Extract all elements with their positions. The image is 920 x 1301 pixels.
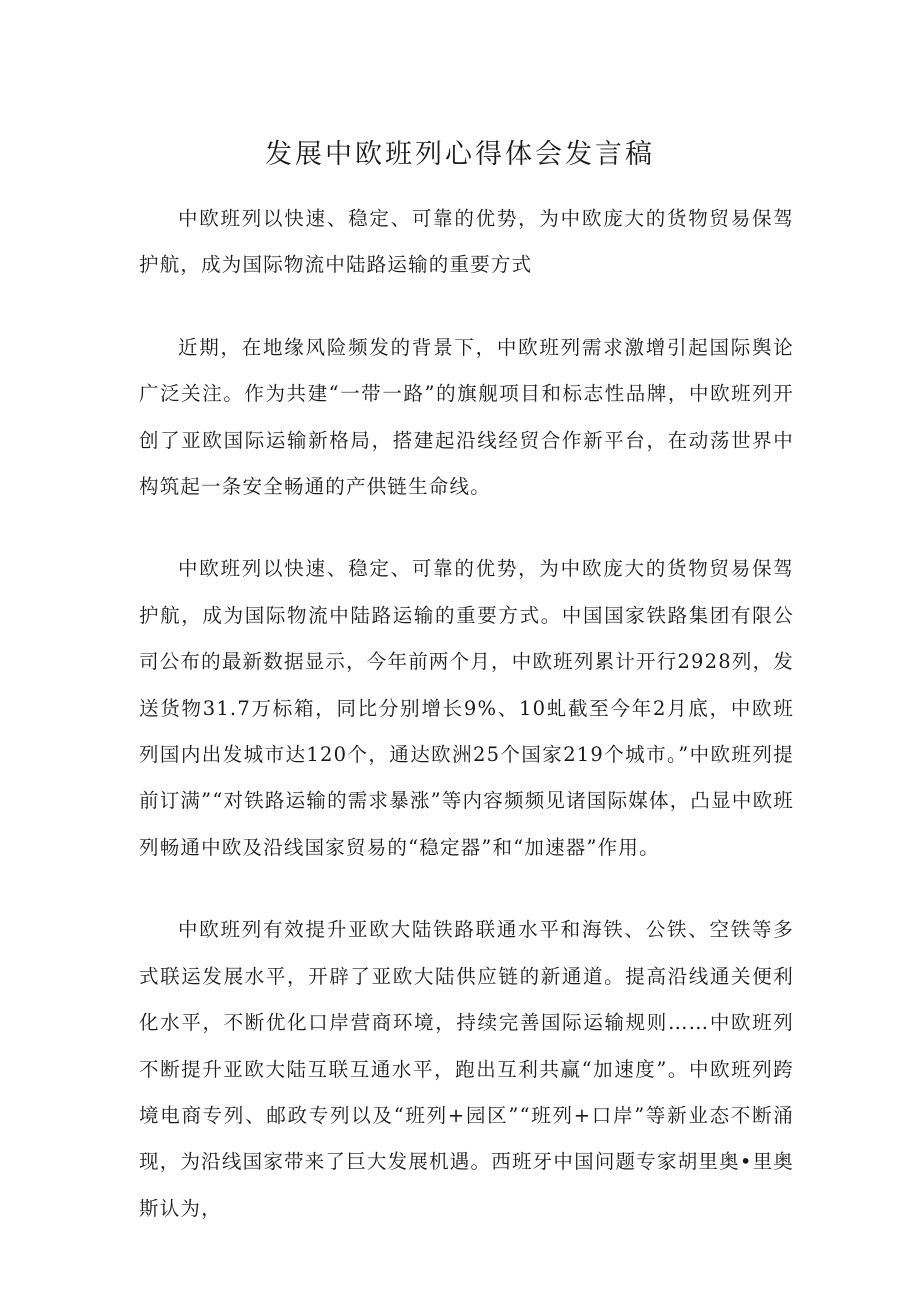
document-title: 发展中欧班列心得体会发言稿: [265, 139, 655, 170]
document-body: [139, 196, 794, 1268]
paragraph-2: 近期，在地缘风险频发的背景下，中欧班列需求激增引起国际舆论广泛关注。作为共建“一带一路”的旗舰项目和标志性品牌，中欧班列开创了亚欧国际运输新格局，搭建起沿线经贸合作新平台，在动荡世界中构筑起一条安全畅通的产供链生命线。: [139, 335, 794, 499]
paragraph-3: 中欧班列以快速、稳定、可靠的优势，为中欧庞大的货物贸易保驾护航，成为国际物流中陆路运输的重要方式。中国国家铁路集团有限公司公布的最新数据显示，今年前两个月，中欧班列累计开行2928列，发送货物31.7万标箱，同比分别增长9%、10虬截至今年2月底，中欧班列国内出发城市达120个，通达欧洲25个国家219个城市。”中欧班列提前订满”“对铁路运输的需求暴涨”等内容频频见诸国际媒体，凸显中欧班列畅通中欧及沿线国家贸易的“稳定器”和“加速器”作用。: [139, 557, 794, 859]
paragraph-4: 中欧班列有效提升亚欧大陆铁路联通水平和海铁、公铁、空铁等多式联运发展水平，开辟了亚欧大陆供应链的新通道。提高沿线通关便利化水平，不断优化口岸营商环境，持续完善国际运输规则……中欧班列不断提升亚欧大陆互联互通水平，跑出互利共赢“加速度”。中欧班列跨境电商专列、邮政专列以及“班列+园区”“班列+口岸”等新业态不断涌现，为沿线国家带来了巨大发展机遇。西班牙中国问题专家胡里奥•里奥斯认为，: [139, 918, 794, 1220]
paragraph-1: 中欧班列以快速、稳定、可靠的优势，为中欧庞大的货物贸易保驾护航，成为国际物流中陆路运输的重要方式: [139, 207, 794, 277]
